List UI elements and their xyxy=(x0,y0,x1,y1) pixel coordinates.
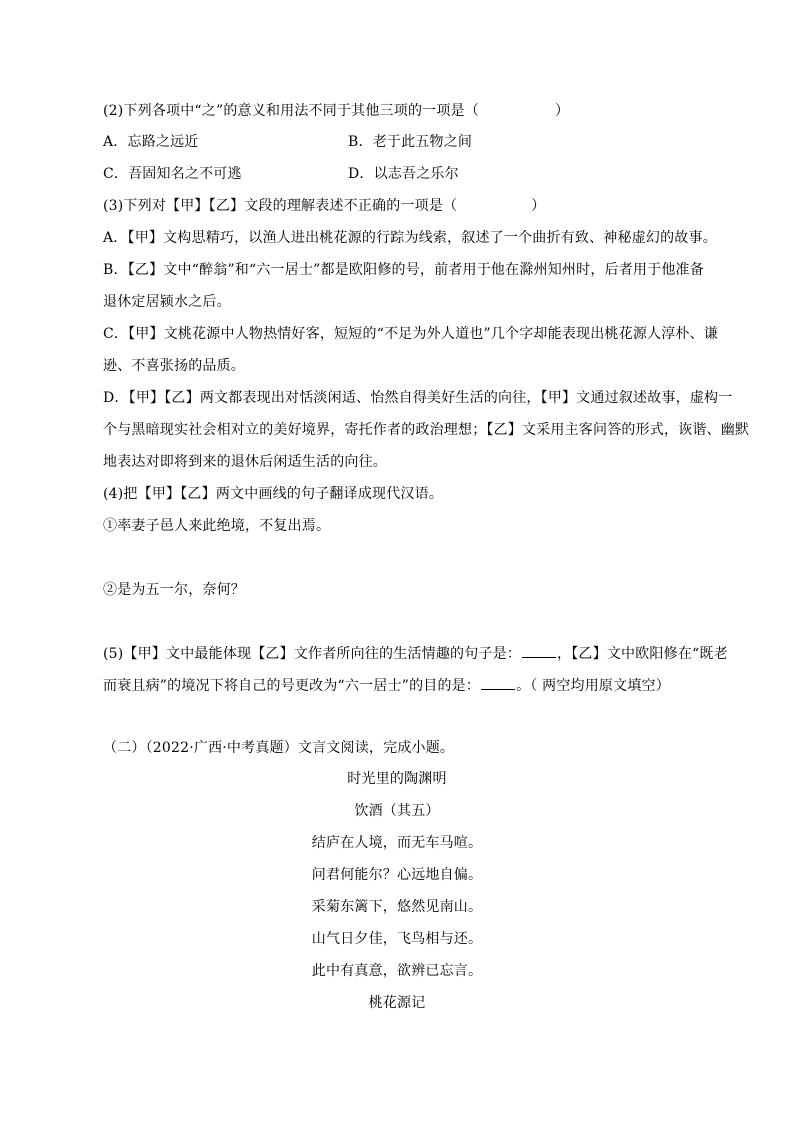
q4-item-1: ①率妻子邑人来此绝境，不复出焉。 xyxy=(103,518,331,534)
q3-stem xyxy=(103,196,545,216)
q2-option-d: D．以志吾之乐尔 xyxy=(348,166,459,182)
poem-line: 结庐在人境，而无车马喧。 xyxy=(311,835,483,851)
q3-stem-text: (3)下列对【甲】【乙】文段的理解表述不正确的一项是（ xyxy=(103,198,458,214)
q2-stem xyxy=(103,101,569,121)
q2-option-b: B．老于此五物之间 xyxy=(348,134,473,150)
q5-text-1: (5)【甲】文中最能体现【乙】文作者所向往的生活情趣的句子是： xyxy=(103,646,522,662)
fill-blank-2[interactable] xyxy=(481,675,515,690)
q3-option-c-line2: 逊、不喜张扬的品质。 xyxy=(103,358,245,374)
q4-item-2: ②是为五一尔，奈何？ xyxy=(103,582,245,598)
q4-stem: (4)把【甲】【乙】两文中画线的句子翻译成现代汉语。 xyxy=(103,486,444,502)
q3-option-b-line2: 退休定居颍水之后。 xyxy=(103,294,231,310)
poem-line: 采菊东篱下，悠然见南山。 xyxy=(311,899,483,915)
q5-text-3: 而衰且病”的境况下将自己的号更改为“六一居士”的目的是： xyxy=(103,678,481,694)
section-heading: （二）（2022·广西·中考真题）文言文阅读，完成小题。 xyxy=(103,740,455,756)
q3-option-a: A．【甲】文构思精巧，以渔人进出桃花源的行踪为线索，叙述了一个曲折有致、神秘虚幻的故事。 xyxy=(103,230,717,246)
article-title: 时光里的陶渊明 xyxy=(347,771,447,787)
q2-option-a: A．忘路之远近 xyxy=(103,134,199,150)
poem-line: 此中有真意，欲辨已忘言。 xyxy=(311,963,483,979)
q5-text-2: ，【乙】文中欧阳修在“既老 xyxy=(557,646,728,662)
q5-text-4: 。（ 两空均用原文填空） xyxy=(516,678,670,694)
q2-stem-text: (2)下列各项中“之”的意义和用法不同于其他三项的一项是（ xyxy=(103,103,479,119)
fill-blank-1[interactable] xyxy=(522,643,556,658)
q3-option-b-line1: B．【乙】文中“醉翁”和“六一居士”都是欧阳修的号，前者用于他在滁州知州时，后者用于他准备 xyxy=(103,262,704,278)
q5-line1 xyxy=(103,643,728,664)
next-article-title: 桃花源记 xyxy=(368,995,426,1011)
q2-option-c: C．吾固知名之不可逃 xyxy=(103,166,242,182)
q2-stem-close: ） xyxy=(554,103,570,119)
q3-option-d-line1: D．【甲】【乙】两文都表现出对恬淡闲适、怡然自得美好生活的向往，【甲】文通过叙述故事，虚构一 xyxy=(103,390,733,406)
q5-line2 xyxy=(103,675,670,696)
q3-option-d-line2: 个与黑暗现实社会相对立的美好境界，寄托作者的政治理想；【乙】文采用主客问答的形式，诙谐、幽默 xyxy=(103,422,750,438)
q3-option-c-line1: C．【甲】文桃花源中人物热情好客，短短的“不足为外人道也”几个字却能表现出桃花源人淳朴、谦 xyxy=(103,326,719,342)
poem-line: 问君何能尔？心远地自偏。 xyxy=(311,867,483,883)
q3-option-d-line3: 地表达对即将到来的退休后闲适生活的向往。 xyxy=(103,454,387,470)
poem-line: 山气日夕佳，飞鸟相与还。 xyxy=(311,931,483,947)
poem-title: 饮酒（其五） xyxy=(354,803,440,819)
q3-stem-close: ） xyxy=(531,198,546,214)
